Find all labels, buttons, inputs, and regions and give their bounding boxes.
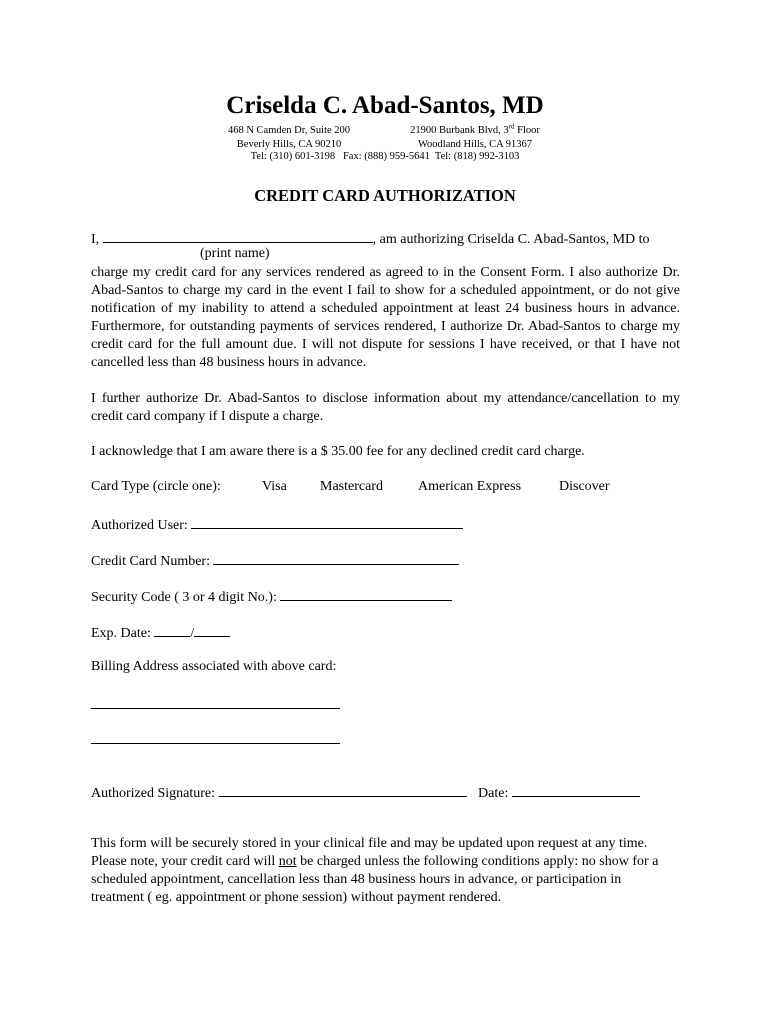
billing-address-line-1[interactable] xyxy=(91,708,340,709)
office-address-beverly-hills xyxy=(204,124,374,152)
office1-street: 468 N Camden Dr, Suite 200 xyxy=(227,125,351,136)
office1-city: Beverly Hills, CA 90210 xyxy=(236,139,342,150)
disclosure-authorization: I further authorize Dr. Abad-Santos to disclose information about my attendance/cancellation to my credit card company if I dispute a charge. xyxy=(91,391,680,424)
authorized-user-field[interactable] xyxy=(191,515,463,529)
emphasis-not: not xyxy=(278,854,297,869)
exp-date-label: Exp. Date: xyxy=(91,626,151,641)
date-label: Date: xyxy=(478,786,509,801)
office-address-woodland-hills xyxy=(395,124,555,152)
signature-row xyxy=(91,783,640,803)
exp-date-row xyxy=(91,623,230,643)
billing-address-line-2[interactable] xyxy=(91,743,340,744)
card-number-row xyxy=(91,551,459,571)
office2-street: 21900 Burbank Blvd, 3rd Floor xyxy=(410,122,540,136)
card-type-label: Card Type (circle one): xyxy=(91,479,221,494)
card-option-discover[interactable]: Discover xyxy=(559,479,610,494)
card-option-visa[interactable]: Visa xyxy=(262,479,287,494)
date-field[interactable] xyxy=(512,783,640,797)
security-code-label: Security Code ( 3 or 4 digit No.): xyxy=(91,590,277,605)
intro-prefix: I, xyxy=(91,232,100,247)
form-title: CREDIT CARD AUTHORIZATION xyxy=(254,186,516,205)
authorized-user-row xyxy=(91,515,463,535)
print-name-label: (print name) xyxy=(200,246,270,261)
storage-and-charge-notice: This form will be securely stored in your clinical file and may be updated upon request at any time. Please note, your credit card will not be charged unless the following conditions apply: no show for a scheduled appointment, cancellation less than 48 business hours in advance, or participation in treatment ( eg. appointment or phone session) without payment rendered. xyxy=(91,836,659,905)
card-option-american-express[interactable]: American Express xyxy=(418,479,522,494)
security-code-field[interactable] xyxy=(280,587,452,601)
security-code-row xyxy=(91,587,452,607)
card-number-field[interactable] xyxy=(213,551,459,565)
exp-year-field[interactable] xyxy=(194,623,230,637)
practice-name: Criselda C. Abad-Santos, MD xyxy=(226,92,544,119)
print-name-field[interactable] xyxy=(103,229,373,243)
card-option-mastercard[interactable]: Mastercard xyxy=(320,479,383,494)
declined-fee-notice: I acknowledge that I am aware there is a $ 35.00 fee for any declined credit card charge. xyxy=(91,444,585,459)
exp-month-field[interactable] xyxy=(154,623,190,637)
billing-address-label: Billing Address associated with above card: xyxy=(91,659,337,674)
authorized-user-label: Authorized User: xyxy=(91,518,188,533)
exp-date-separator: / xyxy=(190,626,195,641)
office2-city: Woodland Hills, CA 91367 xyxy=(417,139,533,150)
authorization-terms: charge my credit card for any services rendered as agreed to in the Consent Form. I also authorize Dr. Abad-Santos to charge my card in the event I fail to show for a scheduled appointment, or do not give notification of my inability to attend a scheduled appointment at least 24 business hours in advance. Furthermore, for outstanding payments of services rendered, I authorize Dr. Abad-Santos to charge my credit card for the full amount due. I will not dispute for sessions I have received, or that I have not cancelled less than 48 business hours in advance. xyxy=(91,265,680,370)
signature-field[interactable] xyxy=(219,783,467,797)
signature-label: Authorized Signature: xyxy=(91,786,216,801)
authorization-intro xyxy=(91,229,650,249)
card-number-label: Credit Card Number: xyxy=(91,554,210,569)
contact-phones: Tel: (310) 601-3198 Fax: (888) 959-5641 Tel: (818) 992-3103 xyxy=(250,151,520,162)
intro-suffix: , am authorizing Criselda C. Abad-Santos, MD to xyxy=(372,232,650,247)
